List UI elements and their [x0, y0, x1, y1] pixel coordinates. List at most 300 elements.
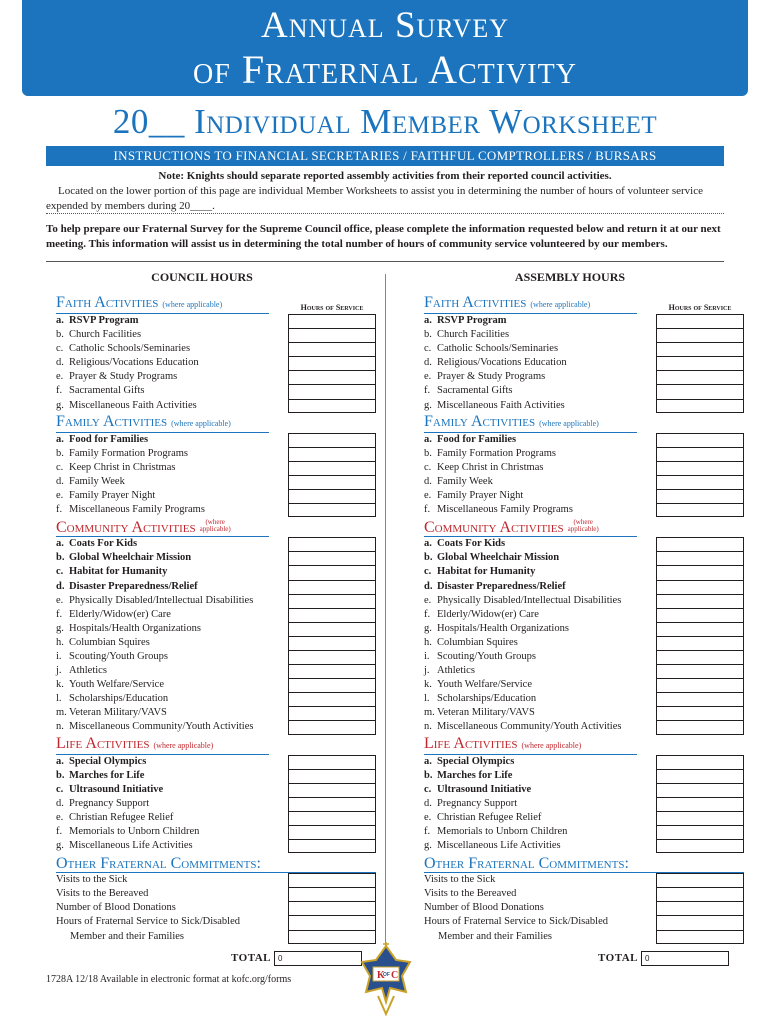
item-label: Elderly/Widow(er) Care: [437, 608, 539, 620]
council-community-row: [56, 565, 376, 579]
hours-input-box[interactable]: [656, 503, 744, 517]
instructions-bold-paragraph: To help prepare our Fraternal Survey for the Supreme Council office, please complete the information requested below and return it at our next meeting. This information will assist us in determining the total number of hours of community service volunteered by our members.: [46, 223, 721, 250]
hours-input-box[interactable]: [656, 825, 744, 839]
hours-input-box[interactable]: [288, 797, 376, 811]
emblem-c: C: [391, 970, 399, 981]
assembly-community-row: [424, 551, 744, 565]
hours-input-box[interactable]: [656, 608, 744, 622]
item-label: RSVP Program: [69, 315, 139, 326]
assembly-community-row: [424, 580, 744, 594]
hours-input-box[interactable]: [656, 720, 744, 734]
hours-input-box[interactable]: [656, 873, 744, 887]
hours-input-box[interactable]: [288, 608, 376, 622]
hours-input-box[interactable]: [288, 650, 376, 664]
where-applicable-note: (where applicable): [153, 740, 214, 750]
item-letter: b.: [424, 329, 432, 341]
item-label: Youth Welfare/Service: [437, 679, 532, 691]
applicable-word: applicable): [199, 525, 231, 534]
item-letter: f.: [424, 826, 431, 837]
dotted-divider: [46, 213, 724, 214]
where-word: (where: [205, 518, 225, 527]
council-faith-row: [56, 342, 376, 356]
other-section-title: [424, 855, 629, 873]
item-letter: f.: [56, 826, 63, 837]
council-faith-row: [56, 399, 376, 413]
item-letter: d.: [56, 797, 64, 809]
hours-input-box[interactable]: [288, 839, 376, 853]
item-letter: l.: [424, 693, 430, 705]
item-label: Physically Disabled/Intellectual Disabilities: [437, 594, 622, 606]
life-section-title: [424, 735, 581, 755]
council-community-row: [56, 678, 376, 692]
section-gap: [56, 944, 376, 946]
council-other-row: [56, 887, 376, 901]
hours-input-box[interactable]: [656, 594, 744, 608]
item-label: Miscellaneous Community/Youth Activities: [69, 721, 254, 733]
assembly-faith-row: [424, 384, 744, 398]
hours-input-box[interactable]: [288, 475, 376, 489]
hours-input-box[interactable]: [288, 636, 376, 650]
hours-input-box[interactable]: [288, 755, 376, 769]
council-other-row: [56, 930, 376, 944]
item-letter: e.: [424, 594, 432, 606]
item-label: Marches for Life: [69, 769, 145, 781]
item-label: Church Facilities: [437, 329, 510, 341]
hours-input-box[interactable]: [656, 930, 744, 944]
council-community-row: [56, 636, 376, 650]
item-label: Youth Welfare/Service: [69, 679, 164, 691]
applicable-word: applicable): [567, 525, 599, 534]
item-label: Family Prayer Night: [69, 490, 156, 502]
hours-input-box[interactable]: [656, 678, 744, 692]
assembly-faith-row: [424, 328, 744, 342]
council-community-row: [56, 594, 376, 608]
item-label: Coats For Kids: [437, 538, 506, 550]
item-letter: e.: [56, 594, 64, 606]
assembly-faith-row: [424, 342, 744, 356]
assembly-column: [424, 296, 744, 946]
item-label: Family Formation Programs: [69, 447, 188, 459]
council-community-row: [56, 622, 376, 636]
hours-input-box[interactable]: [288, 901, 376, 915]
hours-input-box[interactable]: [656, 537, 744, 551]
item-letter: m.: [56, 707, 67, 719]
council-life-row: [56, 755, 376, 769]
hours-input-box[interactable]: [288, 783, 376, 797]
item-letter: e.: [56, 371, 64, 383]
assembly-hours-heading: ASSEMBLY HOURS: [514, 270, 626, 284]
hours-input-box[interactable]: [656, 706, 744, 720]
assembly-community-row: [424, 537, 744, 551]
item-label: Keep Christ in Christmas: [437, 461, 544, 473]
item-label: Habitat for Humanity: [69, 566, 168, 578]
assembly-community-row: [424, 636, 744, 650]
emblem-of: OF: [383, 972, 390, 978]
hours-input-box[interactable]: [656, 565, 744, 579]
hours-input-box[interactable]: [656, 314, 744, 328]
assembly-other-row: [424, 873, 744, 887]
hours-of-service-label: Hours of Service: [300, 303, 364, 312]
item-letter: d.: [56, 580, 65, 592]
item-label: Number of Blood Donations: [424, 902, 544, 914]
hours-input-box[interactable]: [656, 901, 744, 915]
item-label: Scholarships/Education: [69, 693, 169, 705]
assembly-other-header: [424, 855, 744, 873]
item-letter: d.: [56, 475, 64, 487]
hours-input-box[interactable]: [656, 783, 744, 797]
hours-input-box[interactable]: [288, 664, 376, 678]
item-label: Sacramental Gifts: [69, 385, 145, 397]
item-letter: c.: [424, 783, 432, 795]
hours-input-box[interactable]: [656, 489, 744, 503]
hours-input-box[interactable]: [288, 622, 376, 636]
item-letter: b.: [56, 552, 65, 564]
item-label: Pregnancy Support: [69, 797, 150, 809]
item-letter: a.: [424, 755, 432, 767]
hours-input-box[interactable]: [288, 811, 376, 825]
family-section-title: [56, 413, 231, 433]
page-subtitle: 20__ Individual Member Worksheet: [112, 102, 658, 141]
item-label: Religious/Vocations Education: [437, 357, 567, 369]
where-applicable-note: (where applicable): [171, 418, 231, 428]
council-faith-header: [56, 296, 376, 314]
council-other-row: [56, 901, 376, 915]
item-label: Church Facilities: [69, 329, 142, 341]
life-title-text: Life Activities: [56, 734, 150, 752]
item-letter: b.: [424, 769, 433, 781]
item-label: Hours of Fraternal Service to Sick/Disabled: [56, 916, 240, 928]
item-letter: c.: [424, 461, 432, 473]
hours-input-box[interactable]: [288, 887, 376, 901]
hours-input-box[interactable]: [656, 755, 744, 769]
hours-input-box[interactable]: [288, 915, 376, 929]
council-family-row: [56, 433, 376, 447]
item-letter: g.: [424, 622, 432, 634]
assembly-life-row: [424, 769, 744, 783]
item-label: Memorials to Unborn Children: [69, 826, 200, 837]
item-label: Member and their Families: [438, 930, 553, 942]
item-letter: g.: [56, 399, 64, 411]
assembly-faith-row: [424, 370, 744, 384]
hours-input-box[interactable]: [288, 370, 376, 384]
assembly-community-row: [424, 594, 744, 608]
item-label: Miscellaneous Family Programs: [437, 504, 573, 516]
item-label: Family Prayer Night: [437, 490, 524, 502]
item-letter: m.: [424, 707, 435, 719]
assembly-family-row: [424, 447, 744, 461]
hours-input-box[interactable]: [656, 461, 744, 475]
hours-input-box[interactable]: [288, 328, 376, 342]
assembly-other-row: [424, 901, 744, 915]
community-section-title: [424, 519, 599, 537]
council-community-header: [56, 519, 376, 537]
council-life-row: [56, 783, 376, 797]
hours-input-box[interactable]: [656, 797, 744, 811]
item-label: Scholarships/Education: [437, 693, 537, 705]
item-letter: c.: [424, 566, 432, 578]
hours-input-box[interactable]: [288, 769, 376, 783]
hours-input-box[interactable]: [656, 580, 744, 594]
hours-input-box[interactable]: [288, 873, 376, 887]
hours-input-box[interactable]: [288, 692, 376, 706]
hours-input-box[interactable]: [656, 650, 744, 664]
assembly-family-row: [424, 475, 744, 489]
hours-input-box[interactable]: [288, 565, 376, 579]
item-letter: i.: [424, 650, 430, 662]
assembly-community-row: [424, 608, 744, 622]
hours-input-box[interactable]: [656, 692, 744, 706]
hours-input-box[interactable]: [288, 825, 376, 839]
item-label: Catholic Schools/Seminaries: [437, 343, 559, 355]
assembly-community-row: [424, 622, 744, 636]
item-label: Family Week: [69, 475, 125, 487]
item-label: Keep Christ in Christmas: [69, 461, 176, 473]
council-life-row: [56, 769, 376, 783]
council-faith-row: [56, 370, 376, 384]
where-applicable-note: [200, 519, 231, 533]
family-title-text: Family Activities: [56, 412, 168, 430]
hours-input-box[interactable]: [656, 887, 744, 901]
council-community-row: [56, 692, 376, 706]
hours-input-box[interactable]: [288, 706, 376, 720]
item-letter: d.: [424, 797, 432, 809]
item-label: Marches for Life: [437, 769, 513, 781]
hours-input-box[interactable]: [656, 384, 744, 398]
hours-input-box[interactable]: [656, 915, 744, 929]
item-letter: g.: [56, 622, 64, 634]
hours-input-box[interactable]: [288, 342, 376, 356]
hours-input-box[interactable]: [288, 551, 376, 565]
where-applicable-note: (where applicable): [530, 300, 591, 309]
hours-input-box[interactable]: [656, 433, 744, 447]
item-letter: l.: [56, 693, 62, 705]
item-label: Athletics: [437, 665, 475, 677]
council-faith-row: [56, 328, 376, 342]
title-line-1: Annual Survey: [260, 5, 509, 46]
item-letter: g.: [56, 840, 64, 852]
item-label: Global Wheelchair Mission: [437, 552, 560, 564]
hours-input-box[interactable]: [656, 342, 744, 356]
item-label: Miscellaneous Family Programs: [69, 504, 205, 516]
hours-input-box[interactable]: [656, 551, 744, 565]
where-applicable-note: (where applicable): [521, 740, 582, 750]
council-family-row: [56, 489, 376, 503]
council-family-header: [56, 412, 376, 433]
item-letter: a.: [424, 315, 432, 326]
hours-input-box[interactable]: [656, 447, 744, 461]
assembly-family-row: [424, 461, 744, 475]
item-label: Food for Families: [69, 433, 149, 445]
item-label: Family Formation Programs: [437, 447, 556, 459]
item-label: Family Week: [437, 475, 493, 487]
item-label: Disaster Preparedness/Relief: [69, 580, 198, 592]
hours-input-box[interactable]: [288, 537, 376, 551]
council-community-row: [56, 608, 376, 622]
hours-input-box[interactable]: [656, 664, 744, 678]
item-letter: b.: [424, 552, 433, 564]
item-letter: a.: [424, 538, 432, 550]
item-letter: e.: [56, 490, 64, 502]
hours-input-box[interactable]: [656, 370, 744, 384]
faith-section-title: [424, 294, 590, 314]
assembly-life-row: [424, 755, 744, 769]
column-divider: [385, 274, 386, 992]
item-letter: j.: [56, 665, 62, 677]
hours-input-box[interactable]: [656, 811, 744, 825]
council-other-header: [56, 855, 376, 873]
item-letter: d.: [424, 357, 432, 369]
item-letter: f.: [56, 504, 63, 516]
community-title-text: Community Activities: [56, 519, 196, 537]
council-total-field[interactable]: 0: [274, 951, 362, 966]
item-label: Christian Refugee Relief: [437, 811, 542, 823]
hours-input-box[interactable]: [288, 384, 376, 398]
hours-input-box[interactable]: [288, 433, 376, 447]
assembly-community-row: [424, 678, 744, 692]
council-community-row: [56, 650, 376, 664]
hours-input-box[interactable]: [656, 399, 744, 413]
hours-input-box[interactable]: [656, 636, 744, 650]
item-letter: f.: [56, 608, 63, 620]
other-title-text: Other Fraternal Commitments:: [424, 855, 629, 873]
hours-input-box[interactable]: [288, 489, 376, 503]
section-gap: [424, 944, 744, 946]
assembly-family-header: [424, 412, 744, 433]
council-community-row: [56, 580, 376, 594]
other-section-title: [56, 855, 261, 873]
item-letter: b.: [56, 769, 65, 781]
council-community-row: [56, 537, 376, 551]
item-label: Global Wheelchair Mission: [69, 552, 192, 564]
hours-input-box[interactable]: [288, 356, 376, 370]
item-label: Miscellaneous Life Activities: [437, 840, 561, 852]
item-label: Scouting/Youth Groups: [437, 650, 536, 662]
section-divider: [46, 261, 724, 262]
hours-input-box[interactable]: [288, 678, 376, 692]
hours-input-box[interactable]: [656, 769, 744, 783]
assembly-life-row: [424, 839, 744, 853]
item-label: Disaster Preparedness/Relief: [437, 580, 566, 592]
assembly-life-row: [424, 811, 744, 825]
assembly-faith-header: [424, 296, 744, 314]
item-letter: c.: [56, 461, 64, 473]
hours-input-box[interactable]: [656, 328, 744, 342]
item-letter: e.: [56, 811, 64, 823]
item-label: Sacramental Gifts: [437, 385, 513, 397]
item-letter: d.: [56, 357, 64, 369]
assembly-community-row: [424, 692, 744, 706]
hours-input-box[interactable]: [288, 314, 376, 328]
item-label: Hospitals/Health Organizations: [69, 622, 201, 634]
item-label: Visits to the Bereaved: [56, 888, 149, 900]
item-letter: h.: [56, 636, 64, 648]
item-letter: j.: [424, 665, 430, 677]
hours-input-box[interactable]: [288, 503, 376, 517]
item-label: Visits to the Bereaved: [424, 888, 517, 900]
hours-input-box[interactable]: [288, 447, 376, 461]
hours-input-box[interactable]: [288, 399, 376, 413]
kofc-emblem-icon: [356, 940, 416, 1016]
item-letter: a.: [56, 433, 64, 445]
council-hours-heading: COUNCIL HOURS: [151, 270, 253, 284]
assembly-community-row: [424, 565, 744, 579]
assembly-life-row: [424, 783, 744, 797]
assembly-life-row: [424, 825, 744, 839]
instructions-note: Note: Knights should separate reported assembly activities from their reported council activities.: [158, 170, 612, 182]
hours-input-box[interactable]: [656, 622, 744, 636]
community-section-title: [56, 519, 231, 537]
hours-input-box[interactable]: [288, 580, 376, 594]
item-letter: f.: [424, 385, 431, 397]
item-label: Columbian Squires: [437, 636, 518, 648]
item-letter: i.: [56, 650, 62, 662]
hours-input-box[interactable]: [288, 720, 376, 734]
item-label: Miscellaneous Life Activities: [69, 840, 193, 852]
assembly-total-field[interactable]: 0: [641, 951, 729, 966]
item-label: Athletics: [69, 665, 107, 677]
item-label: Veteran Military/VAVS: [437, 707, 535, 719]
item-label: Christian Refugee Relief: [69, 811, 174, 823]
item-label: Hospitals/Health Organizations: [437, 622, 569, 634]
item-label: Miscellaneous Faith Activities: [69, 399, 197, 411]
item-label: Special Olympics: [437, 755, 515, 767]
item-label: Number of Blood Donations: [56, 902, 176, 914]
council-community-row: [56, 664, 376, 678]
council-life-row: [56, 839, 376, 853]
hours-input-box[interactable]: [656, 356, 744, 370]
item-letter: n.: [56, 721, 64, 733]
item-letter: d.: [424, 580, 433, 592]
item-letter: k.: [424, 679, 432, 691]
item-label: Ultrasound Initiative: [437, 783, 532, 795]
council-life-row: [56, 825, 376, 839]
council-family-row: [56, 503, 376, 517]
council-total-label: TOTAL: [231, 952, 271, 964]
item-label: Elderly/Widow(er) Care: [69, 608, 171, 620]
item-letter: g.: [424, 399, 432, 411]
item-letter: a.: [56, 538, 64, 550]
item-letter: c.: [56, 566, 64, 578]
emblem-k: K: [377, 970, 385, 981]
council-community-row: [56, 706, 376, 720]
item-letter: a.: [424, 433, 432, 445]
item-letter: h.: [424, 636, 432, 648]
hours-input-box[interactable]: [288, 594, 376, 608]
item-label: Catholic Schools/Seminaries: [69, 343, 191, 355]
item-letter: c.: [56, 783, 64, 795]
instructions-paragraph: Located on the lower portion of this page are individual Member Worksheets to assist you in determining the number of hours of volunteer service expended by members during 20____.: [46, 185, 703, 212]
item-letter: f.: [424, 608, 431, 620]
council-life-row: [56, 811, 376, 825]
item-label: Hours of Fraternal Service to Sick/Disabled: [424, 916, 608, 928]
hours-input-box[interactable]: [656, 475, 744, 489]
where-applicable-note: (where applicable): [539, 418, 599, 428]
council-family-row: [56, 475, 376, 489]
family-section-title: [424, 413, 599, 433]
council-column: [56, 296, 376, 946]
item-letter: k.: [56, 679, 64, 691]
item-label: Prayer & Study Programs: [69, 371, 178, 383]
item-label: Coats For Kids: [69, 538, 138, 550]
family-title-text: Family Activities: [424, 412, 536, 430]
form-footer: 1728A 12/18 Available in electronic format at kofc.org/forms: [46, 974, 292, 985]
hours-input-box[interactable]: [656, 839, 744, 853]
item-label: Special Olympics: [69, 755, 147, 767]
assembly-other-row: [424, 887, 744, 901]
hours-input-box[interactable]: [288, 461, 376, 475]
faith-title-text: Faith Activities: [56, 294, 159, 311]
council-life-header: [56, 734, 376, 755]
